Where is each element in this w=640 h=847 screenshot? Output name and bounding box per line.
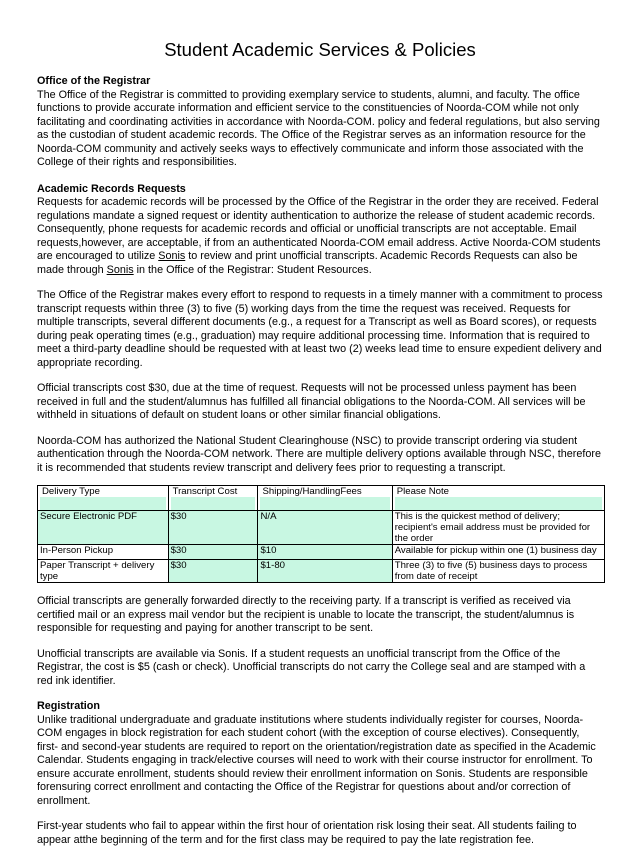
after-table-paragraph-1: Official transcripts are generally forwarded directly to the receiving party. If a transcript is verified as received via certified mail or an express mail vendor but the recipient is unable to locate the transcript, the student/alumnus is responsible for requesting and paying for another transcript to be sent. bbox=[37, 595, 575, 634]
transcript-fee-table bbox=[37, 485, 605, 583]
header-please-note: Please Note bbox=[395, 486, 602, 497]
table-cell: Secure Electronic PDF bbox=[38, 511, 169, 545]
cell-highlight bbox=[260, 497, 389, 510]
records-paragraph-3: Official transcripts cost $30, due at the time of request. Requests will not be processed unless payment has been received in full and the student/alumnus has fulfilled all financial obligations to the Noorda-COM. All services will be withheld in situations of default on student loans or other similar financial obligations. bbox=[37, 382, 586, 421]
sonis-link-2[interactable]: Sonis bbox=[106, 263, 134, 276]
table-header-row bbox=[38, 486, 605, 511]
section-registration bbox=[37, 700, 603, 847]
cell-highlight bbox=[395, 497, 602, 510]
table-row bbox=[38, 511, 605, 545]
table-header-cell bbox=[392, 486, 604, 511]
table-header-cell bbox=[258, 486, 392, 511]
records-p1-text-a: Requests for academic records will be processed by the Office of the Registrar in the order they are received. Federal regulations mandate a signed request or identity authentication to authorize the release of student academic records. Consequently, phone requests for academic records and official or unofficial transcripts are not acceptable. Email requests,however, are acceptable, if from an authenticated Noorda-COM email address. Active Noorda-COM students are encouraged to utilize bbox=[37, 196, 601, 262]
header-shipping-fees: Shipping/HandlingFees bbox=[260, 486, 389, 497]
registration-paragraph-2: First-year students who fail to appear within the first hour of orientation risk losing their seat. All students failing to appear atthe beginning of the term and for the first class may be required to pay the late registration fee. bbox=[37, 820, 577, 846]
section-records bbox=[37, 183, 603, 476]
records-heading: Academic Records Requests bbox=[37, 182, 186, 195]
cell-highlight bbox=[171, 497, 256, 510]
table-header-cell bbox=[38, 486, 169, 511]
table-cell: $30 bbox=[168, 545, 258, 560]
registration-paragraph-1: Unlike traditional undergraduate and graduate institutions where students individually register for courses, Noorda-COM engages in block registration for each student cohort (with the exception of course electives). Consequently, first- and second-year students are required to report on the orientation/registration date as specified in the Academic Calendar. Students engaging in track/elective courses will need to work with their course instructor for enrollment. To ensure accurate enrollment, students should review their enrollment information on Sonis. Students are responsible forensuring correct enrollment and contacting the Office of the Registrar for questions about and/or correction of enrollment. bbox=[37, 713, 596, 807]
registrar-paragraph: The Office of the Registrar is committed to providing exemplary service to students, alumni, and faculty. The office functions to provide accurate information and efficient service to the constituencies of Noorda-COM while not only facilitating and coordinating activities in accordance with Noorda-COM. policy and federal regulations, but also serving as the custodian of student academic records. The Office of the Registrar serves as an information resource for the Noorda-COM community and actively seeks ways to effectively communicate and inform those associated with the College of their rights and responsibilities. bbox=[37, 88, 600, 168]
table-cell: This is the quickest method of delivery; recipient's email address must be provided for the order bbox=[392, 511, 604, 545]
registrar-heading: Office of the Registrar bbox=[37, 75, 151, 87]
cell-highlight bbox=[40, 497, 166, 510]
table-cell: Available for pickup within one (1) business day bbox=[392, 545, 604, 560]
table-cell: $1-80 bbox=[258, 560, 392, 583]
page-title: Student Academic Services & Policies bbox=[164, 39, 476, 60]
table-header-cell bbox=[168, 486, 258, 511]
records-p1-text-c: in the Office of the Registrar: Student Resources. bbox=[133, 263, 372, 276]
header-delivery-type: Delivery Type bbox=[40, 486, 166, 497]
table-cell: $30 bbox=[168, 511, 258, 545]
sonis-link-1[interactable]: Sonis bbox=[158, 250, 186, 262]
table-cell: Three (3) to five (5) business days to process from date of receipt bbox=[392, 560, 604, 583]
records-paragraph-1 bbox=[37, 196, 603, 277]
table-cell: N/A bbox=[258, 511, 392, 545]
records-paragraph-4: Noorda-COM has authorized the National Student Clearinghouse (NSC) to provide transcript ordering via student authentication through the Noorda-COM network. There are multiple delivery options available through NSC, therefore it is recommended that students review transcript and delivery fees prior to requesting a transcript. bbox=[37, 434, 601, 474]
table-cell: Paper Transcript + delivery type bbox=[38, 560, 169, 583]
table-cell: $10 bbox=[258, 545, 392, 560]
section-registrar bbox=[37, 75, 603, 170]
table-row bbox=[38, 560, 605, 583]
registration-heading: Registration bbox=[37, 700, 100, 712]
header-transcript-cost: Transcript Cost bbox=[171, 486, 256, 497]
records-p1-text-b: to review and print unofficial transcripts. Academic Records Requests can also be made through bbox=[37, 250, 578, 276]
table-row bbox=[38, 545, 605, 560]
table-cell: $30 bbox=[168, 560, 258, 583]
records-paragraph-2: The Office of the Registrar makes every effort to respond to requests in a timely manner with a commitment to process transcript requests within three (3) to five (5) working days from the time the request was received. Requests for multiple transcripts, several different documents (e.g., a request for a Transcript as well as Board scores), or requests during peak operating times (e.g., graduation) may require additional processing time. Information that is required to meet a third-party deadline should be requested with at least two (2) weeks lead time to ensure expedient delivery and appropriate recording. bbox=[37, 289, 603, 369]
after-table-paragraph-2: Unofficial transcripts are available via Sonis. If a student requests an unofficial transcript from the Office of the Registrar, the cost is $5 (cash or check). Unofficial transcripts do not carry the College seal and are stamped with a red ink identifier. bbox=[37, 647, 586, 687]
table-cell: In-Person Pickup bbox=[38, 545, 169, 560]
